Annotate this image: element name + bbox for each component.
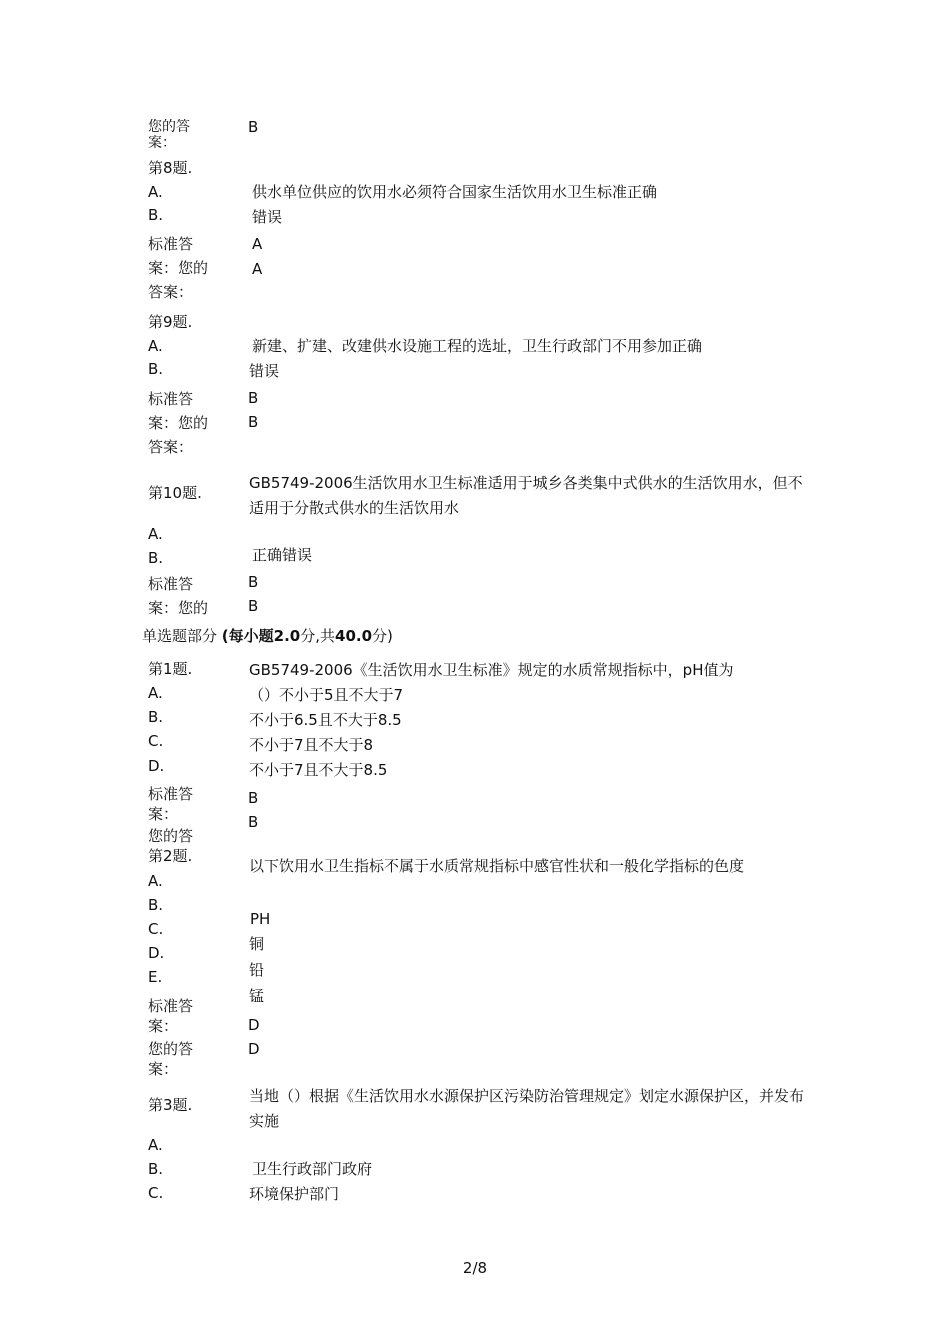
option-text: 错误: [249, 362, 280, 380]
option-letter: B.: [148, 549, 164, 567]
option-letter: C.: [148, 732, 164, 750]
question-stem: 以下饮用水卫生指标不属于水质常规指标中感官性状和一般化学指标的色度: [249, 857, 745, 875]
question-number: 第2题.: [148, 847, 193, 865]
question-stem: GB5749-2006《生活饮用水卫生标准》规定的水质常规指标中，pH值为: [249, 661, 734, 679]
standard-answer-label: 标准答 案：您的: [148, 575, 209, 617]
option-letter: B.: [148, 896, 164, 914]
your-answer: B: [248, 813, 259, 831]
question-number: 第1题.: [148, 660, 193, 678]
section-score: 2.0: [273, 627, 301, 645]
question-number: 第10题.: [148, 484, 202, 502]
option-letter: B.: [148, 708, 164, 726]
option-letter: C.: [148, 1184, 164, 1202]
option-letter: A.: [148, 684, 163, 702]
section-title: 单选题部分: [142, 627, 218, 645]
option-text: 不小于7且不大于8.5: [249, 761, 388, 779]
section-total: 40.0: [335, 627, 373, 645]
standard-answer: D: [248, 1016, 260, 1034]
standard-answer-label: 标准答 案：: [148, 785, 194, 823]
option-letter: A.: [148, 872, 163, 890]
option-letter: A.: [148, 183, 163, 201]
option-text: 铅: [249, 961, 265, 979]
option-text: 环境保护部门: [249, 1185, 340, 1203]
option-letter: E.: [148, 968, 163, 986]
standard-answer: A: [252, 235, 263, 253]
option-text: 新建、扩建、改建供水设施工程的选址，卫生行政部门不用参加正确: [252, 337, 703, 355]
your-answer: B: [248, 413, 259, 431]
question-number: 第8题.: [148, 159, 193, 177]
option-letter: D.: [148, 757, 165, 775]
your-answer: A: [252, 260, 263, 278]
option-text: 铜: [249, 935, 265, 953]
option-letter: A.: [148, 337, 163, 355]
your-answer-label: 您的答 案：: [148, 119, 190, 151]
option-letter: A.: [148, 1136, 163, 1154]
question-number: 第3题.: [148, 1096, 193, 1114]
option-text: 不小于7且不大于8: [249, 736, 374, 754]
section-header: [142, 627, 393, 645]
option-text: 卫生行政部门政府: [252, 1160, 373, 1178]
option-text: 供水单位供应的饮用水必须符合国家生活饮用水卫生标准正确: [252, 183, 658, 201]
option-text: 不小于6.5且不大于8.5: [249, 711, 402, 729]
option-letter: B.: [148, 360, 164, 378]
your-answer: D: [248, 1040, 260, 1058]
page-number: 2/8: [462, 1259, 488, 1277]
option-letter: D.: [148, 944, 165, 962]
your-answer-value: B: [248, 118, 259, 136]
question-stem: GB5749-2006生活饮用水卫生标准适用于城乡各类集中式供水的生活饮用水，但不适用于分散式供水的生活饮用水: [249, 474, 803, 517]
standard-answer-label: 标准答 案：您的 答案：: [148, 235, 209, 301]
standard-answer-label: 标准答 案：: [148, 997, 194, 1035]
option-letter: B.: [148, 206, 164, 224]
standard-answer-label: 标准答 案：您的 答案：: [148, 390, 209, 456]
standard-answer: B: [248, 789, 259, 807]
your-answer-label: 您的答: [148, 827, 194, 845]
question-stem: 当地（）根据《生活饮用水水源保护区污染防治管理规定》划定水源保护区，并发布实施: [249, 1087, 805, 1130]
option-text: 错误: [252, 208, 283, 226]
option-text: PH: [250, 910, 271, 928]
section-mid: 分,共: [300, 627, 336, 645]
option-text: 锰: [249, 987, 265, 1005]
option-letter: A.: [148, 525, 163, 543]
section-end: 分): [372, 627, 393, 645]
option-text: 正确错误: [252, 546, 313, 564]
your-answer: B: [248, 597, 259, 615]
standard-answer: B: [248, 573, 259, 591]
option-letter: B.: [148, 1160, 164, 1178]
your-answer-label: 您的答 案：: [148, 1040, 194, 1078]
option-text: （）不小于5且不大于7: [249, 686, 404, 704]
section-paren: (每小题: [221, 627, 274, 645]
question-number: 第9题.: [148, 313, 193, 331]
option-letter: C.: [148, 920, 164, 938]
standard-answer: B: [248, 389, 259, 407]
